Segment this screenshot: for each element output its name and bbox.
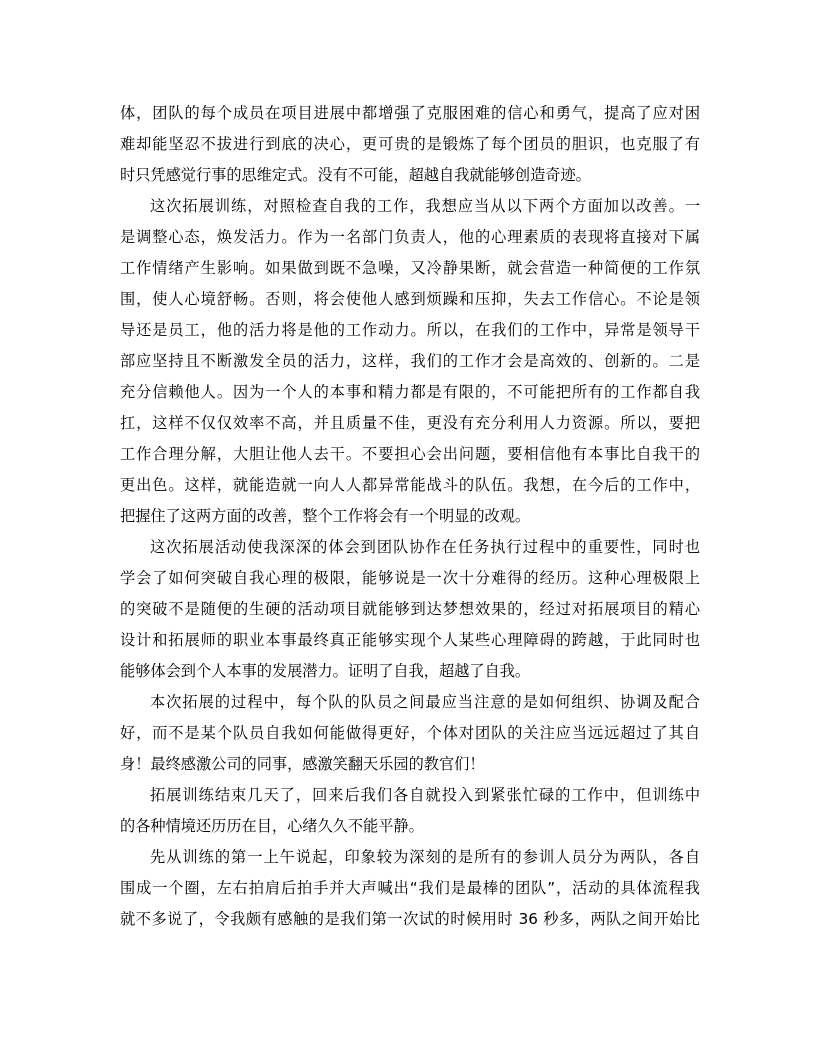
text-line: 的各种情境还历历在目，心绪久久不能平静。 [120,817,424,835]
text-line: 扛，这样不仅仅效率不高，并且质量不佳，更没有充分利用人力资源。所以，要把 [120,414,700,432]
text-line: 更出色。这样，就能造就一向人人都异常能战斗的队伍。我想，在今后的工作中， [120,476,700,494]
text-line: 部应坚持且不断激发全员的活力，这样，我们的工作才会是高效的、创新的。二是 [120,352,700,370]
text-line: 体，团队的每个成员在项目进展中都增强了克服困难的信心和勇气，提高了应对困 [120,104,700,122]
text-line: 导还是员工，他的活力将是他的工作动力。所以，在我们的工作中，异常是领导干 [120,321,700,339]
text-line: 学会了如何突破自我心理的极限，能够说是一次十分难得的经历。这种心理极限上 [120,569,700,587]
text-line: 能够体会到个人本事的发展潜力。证明了自我，超越了自我。 [120,662,531,680]
text-line: 围成一个圈，左右拍肩后拍手并大声喊出“我们是最棒的团队”，活动的具体流程我 [120,879,700,897]
paragraph-first-line: 这次拓展训练，对照检查自我的工作，我想应当从以下两个方面加以改善。一 [150,197,700,215]
text-line: 的突破不是随便的生硬的活动项目就能够到达梦想效果的，经过对拓展项目的精心 [120,600,700,618]
text-line: 好，而不是某个队员自我如何能做得更好，个体对团队的关注应当远远超过了其自 [120,724,700,742]
text-line: 身！最终感激公司的同事，感激笑翻天乐园的教官们！ [120,755,485,773]
text-line: 时只凭感觉行事的思维定式。没有不可能，超越自我就能够创造奇迹。 [120,166,591,184]
paragraph-first-line: 先从训练的第一上午说起，印象较为深刻的是所有的参训人员分为两队，各自 [150,848,700,866]
text-line: 就不多说了，令我颇有感触的是我们第一次试的时候用时 36 秒多，两队之间开始比 [120,910,700,928]
text-line: 难却能坚忍不拔进行到底的决心，更可贵的是锻炼了每个团员的胆识，也克服了有 [120,135,700,153]
text-line: 是调整心态，焕发活力。作为一名部门负责人，他的心理素质的表现将直接对下属 [120,228,700,246]
paragraph-first-line: 这次拓展活动使我深深的体会到团队协作在任务执行过程中的重要性，同时也 [150,538,700,556]
text-line: 工作合理分解，大胆让他人去干。不要担心会出问题，要相信他有本事比自我干的 [120,445,700,463]
text-line: 工作情绪产生影响。如果做到既不急噪，又冷静果断，就会营造一种简便的工作氛 [120,259,700,277]
paragraph-first-line: 本次拓展的过程中，每个队的队员之间最应当注意的是如何组织、协调及配合 [150,693,700,711]
text-line: 充分信赖他人。因为一个人的本事和精力都是有限的，不可能把所有的工作都自我 [120,383,700,401]
paragraph-first-line: 拓展训练结束几天了，回来后我们各自就投入到紧张忙碌的工作中，但训练中 [150,786,700,804]
text-line: 把握住了这两方面的改善，整个工作将会有一个明显的改观。 [120,507,531,525]
text-line: 围，使人心境舒畅。否则，将会使他人感到烦躁和压抑，失去工作信心。不论是领 [120,290,700,308]
text-line: 设计和拓展师的职业本事最终真正能够实现个人某些心理障碍的跨越，于此同时也 [120,631,700,649]
